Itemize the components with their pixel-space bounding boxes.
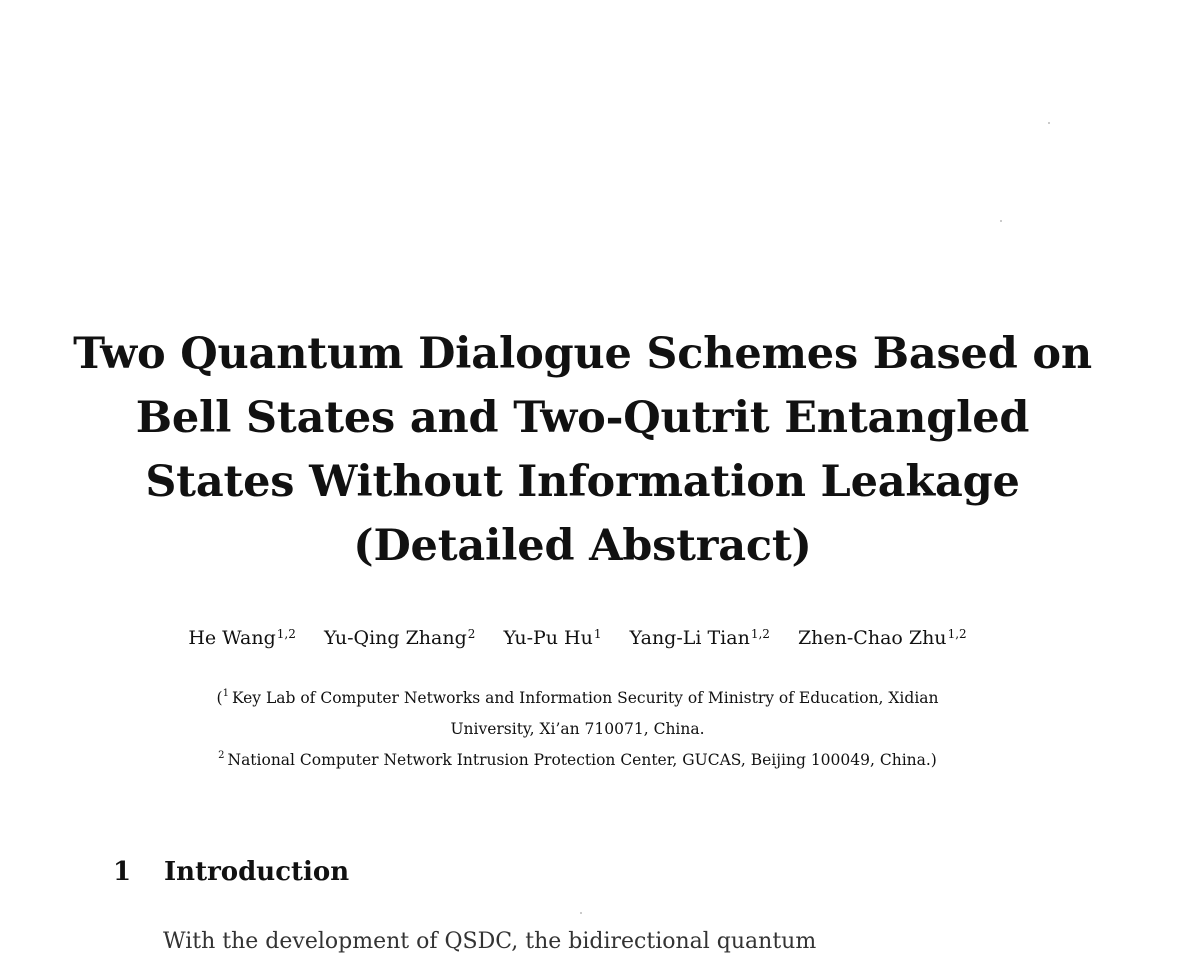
affiliation-line-2: University, Xi’an 710071, China. [450, 720, 705, 738]
paper-title [0, 322, 1165, 578]
section-heading [113, 852, 349, 892]
author-5 [798, 625, 967, 651]
section-number: 1 [113, 857, 132, 887]
scan-speck [1048, 122, 1050, 124]
affiliation-open-paren: ( [216, 689, 223, 707]
title-line-2: Bell States and Two-Qutrit Entangled [135, 393, 1030, 443]
title-line-1: Two Quantum Dialogue Schemes Based on [73, 329, 1092, 379]
author-name: Yang-Li Tian [629, 627, 750, 649]
affiliation-mark-2: 2 [218, 750, 225, 761]
scan-speck [1000, 220, 1002, 222]
affiliation-line-3 [0, 745, 1155, 776]
affiliation-line-1 [0, 683, 1155, 714]
author-name: Zhen-Chao Zhu [797, 627, 947, 649]
body-text-cutoff: With the development of QSDC, the bidirectional quantum [163, 929, 817, 954]
section-title: Introduction [164, 857, 350, 887]
author-4 [630, 625, 770, 651]
author-affil-mark: 1,2 [750, 627, 770, 641]
author-2 [324, 625, 475, 651]
author-name: He Wang [188, 627, 276, 649]
affiliations [0, 683, 1155, 776]
author-list [0, 625, 1155, 651]
author-1 [188, 625, 296, 651]
author-affil-mark: 1,2 [947, 627, 967, 641]
author-affil-mark: 2 [467, 627, 476, 641]
author-affil-mark: 1,2 [276, 627, 296, 641]
title-line-4: (Detailed Abstract) [353, 521, 812, 571]
affiliation-text-1: Key Lab of Computer Networks and Information Security of Ministry of Education, Xidian [231, 689, 939, 707]
author-affil-mark: 1 [593, 627, 602, 641]
title-line-3: States Without Information Leakage [145, 457, 1020, 507]
affiliation-mark-1: 1 [222, 688, 229, 699]
affiliation-text-2: National Computer Network Intrusion Protection Center, GUCAS, Beijing 100049, China.) [227, 751, 937, 769]
scan-speck [580, 912, 582, 914]
author-name: Yu-Pu Hu [503, 627, 593, 649]
author-name: Yu-Qing Zhang [323, 627, 467, 649]
author-3 [503, 625, 601, 651]
